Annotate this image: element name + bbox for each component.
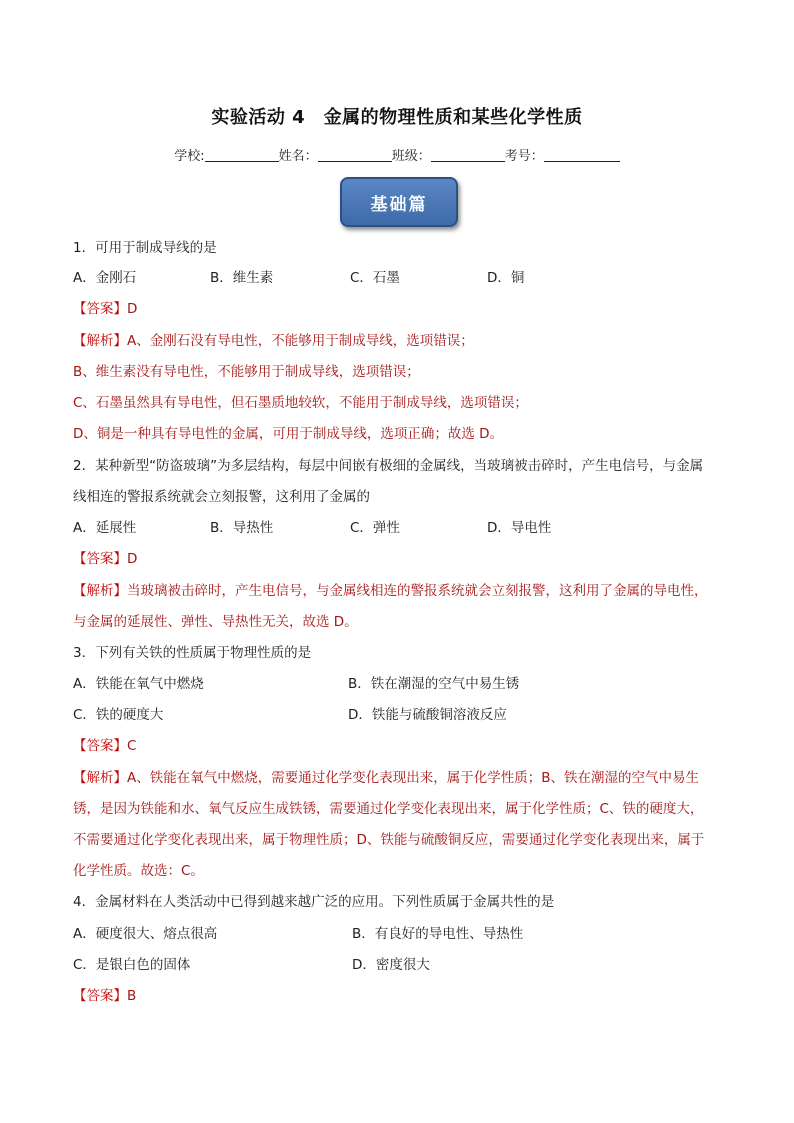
q4-answer [73,986,136,1006]
q4-option-a: A．硬度很大、熔点很高 [73,926,218,942]
answer-tag: 【答案】 [73,988,127,1004]
analysis-tag: 【解析】 [73,770,127,786]
school-label: 学校: [174,149,205,164]
q3-stem: 3．下列有关铁的性质属于物理性质的是 [73,645,312,661]
q2-answer [73,549,137,569]
analysis-tag: 【解析】 [73,583,127,599]
exam-no-field[interactable] [544,148,620,162]
q3-option-b: B．铁在潮湿的空气中易生锈 [348,676,520,692]
q2-analysis-1 [73,581,708,601]
q3-analysis-4: 化学性质。故选：C。 [73,863,204,879]
q3-option-d: D．铁能与硫酸铜溶液反应 [348,707,507,723]
answer-value: C [127,738,137,754]
q3-option-a: A．铁能在氧气中燃烧 [73,676,204,692]
q3-analysis-2: 锈，是因为铁能和水、氧气反应生成铁锈，需要通过化学变化表现出来，属于化学性质；C、铁的硬度大， [73,801,704,817]
q1-analysis-1 [73,331,474,351]
answer-value: B [127,988,137,1004]
name-field[interactable] [318,148,392,162]
analysis-text: A、金刚石没有导电性，不能够用于制成导线，选项错误； [127,333,474,349]
class-field[interactable] [431,148,505,162]
q4-option-c: C．是银白色的固体 [73,957,191,973]
q2-option-b: B．导热性 [210,520,274,536]
page-title: 实验活动 4 金属的物理性质和某些化学性质 [211,107,583,128]
q3-analysis-1 [73,768,699,788]
analysis-text: 当玻璃被击碎时，产生电信号，与金属线相连的警报系统就会立刻报警，这利用了金属的导电性， [127,583,708,599]
school-field[interactable] [205,148,279,162]
answer-value: D [127,301,138,317]
q1-option-c: C．石墨 [350,270,400,286]
q1-analysis-3: C、石墨虽然具有导电性，但石墨质地较软，不能用于制成导线，选项错误； [73,395,528,411]
q1-option-a: A．金刚石 [73,270,137,286]
q2-option-d: D．导电性 [487,520,552,536]
analysis-tag: 【解析】 [73,333,127,349]
q2-stem-2: 线相连的警报系统就会立刻报警，这利用了金属的 [73,489,370,505]
answer-tag: 【答案】 [73,301,127,317]
q1-stem: 1．可用于制成导线的是 [73,240,217,256]
class-label: 班级： [391,149,431,164]
q2-option-a: A．延展性 [73,520,137,536]
q1-option-d: D．铜 [487,270,525,286]
q2-option-c: C．弹性 [350,520,400,536]
answer-value: D [127,551,138,567]
q1-option-b: B．维生素 [210,270,274,286]
answer-tag: 【答案】 [73,738,127,754]
q3-answer [73,736,136,756]
q3-option-c: C．铁的硬度大 [73,707,164,723]
q1-answer [73,299,137,319]
q4-stem: 4．金属材料在人类活动中已得到越来越广泛的应用。下列性质属于金属共性的是 [73,894,555,910]
q2-stem-1: 2．某种新型“防盗玻璃”为多层结构，每层中间嵌有极细的金属线，当玻璃被击碎时，产生电信号，与金属 [73,458,704,474]
analysis-text: A、铁能在氧气中燃烧，需要通过化学变化表现出来，属于化学性质；B、铁在潮湿的空气中易生 [127,770,699,786]
exam-no-label: 考号： [504,149,544,164]
q2-analysis-2: 与金属的延展性、弹性、导热性无关，故选 D。 [73,614,358,630]
answer-tag: 【答案】 [73,551,127,567]
q4-option-b: B．有良好的导电性、导热性 [352,926,524,942]
section-badge: 基础篇 [340,177,458,227]
student-info-line [0,145,794,164]
name-label: 姓名： [278,149,318,164]
q1-analysis-4: D、铜是一种具有导电性的金属，可用于制成导线，选项正确；故选 D。 [73,426,504,442]
q1-analysis-2: B、维生素没有导电性，不能够用于制成导线，选项错误； [73,364,420,380]
q3-analysis-3: 不需要通过化学变化表现出来，属于物理性质；D、铁能与硫酸铜反应，需要通过化学变化表现出来，属于 [73,832,705,848]
q4-option-d: D．密度很大 [352,957,430,973]
